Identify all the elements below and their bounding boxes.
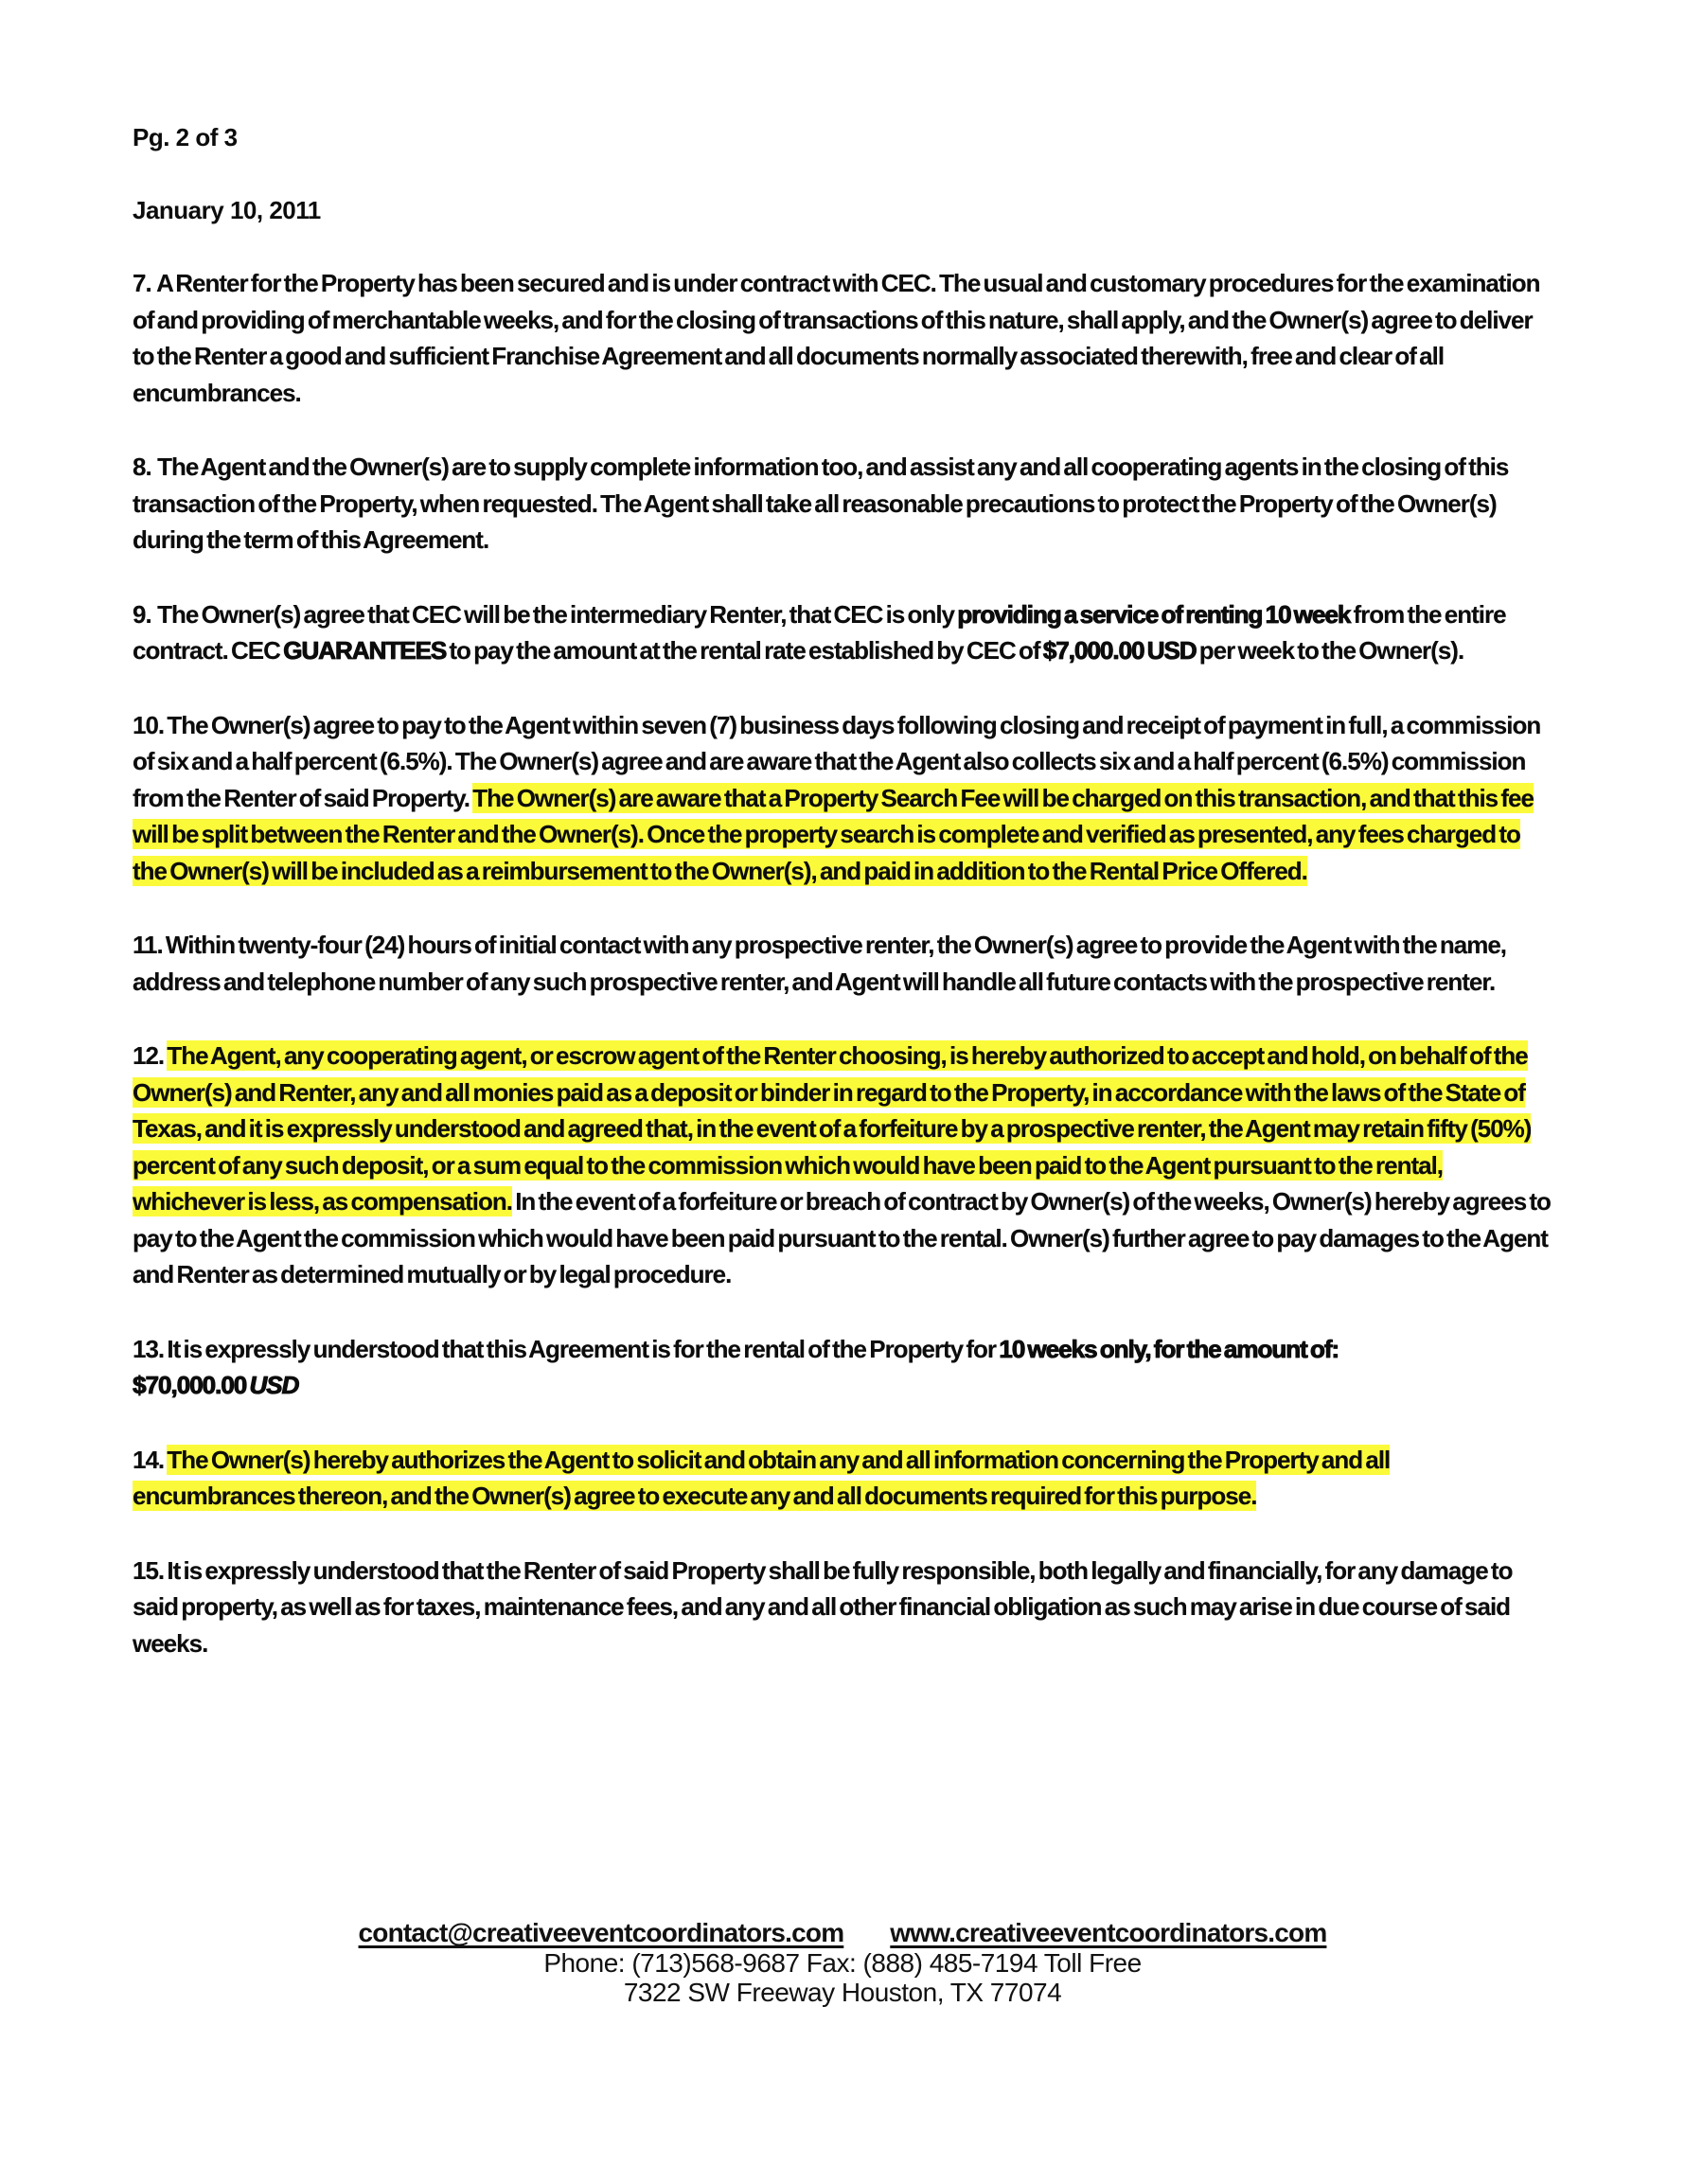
contract-paragraph	[133, 596, 1551, 669]
contract-paragraph	[133, 1442, 1551, 1515]
contract-paragraph	[133, 265, 1551, 411]
paragraph-text: GUARANTEES	[283, 636, 447, 665]
footer-email-link[interactable]: contact@creativeeventcoordinators.com	[358, 1918, 844, 1947]
paragraph-text: USD	[249, 1371, 299, 1399]
footer-address-line: 7322 SW Freeway Houston, TX 77074	[623, 1978, 1062, 2007]
contract-paragraphs	[133, 265, 1551, 1661]
contract-paragraph	[133, 1038, 1551, 1293]
highlighted-text: The Agent, any cooperating agent, or escrow agent of the Renter choosing, is hereby authorized to accept and hold, on behalf of the Owner(s) and Renter, any and all monies paid as a deposit or binder in regard to the Property, in accordance with the laws of the State of Texas, and it is expressly understood and agreed that, in the event of a forfeiture by a prospective renter, the Agent may retain fifty (50%) percent of any such deposit, or a sum equal to the commission which would have been paid to the Agent pursuant to the rental, whichever is less, as compensation.	[133, 1041, 1532, 1216]
contract-paragraph	[133, 1331, 1551, 1404]
contract-paragraph	[133, 449, 1551, 559]
paragraph-text: 15. It is expressly understood that the Renter of said Property shall be fully responsible, both legally and financially, for any damage to said property, as well as for taxes, maintenance fees, and any and all other financial obligation as such may arise in due course of said weeks.	[133, 1555, 1513, 1658]
document-footer	[0, 1918, 1685, 2007]
highlighted-text: The Owner(s) hereby authorizes the Agent to solicit and obtain any and all information concerning the Property and all encumbrances thereon, and the Owner(s) agree to execute any and all documents required for this purpose.	[133, 1445, 1391, 1510]
document-date: January 10, 2011	[133, 196, 321, 224]
paragraph-text: $70,000.00	[133, 1371, 250, 1399]
footer-phone-fax-line: Phone: (713)568-9687 Fax: (888) 485-7194 Toll Free	[543, 1948, 1142, 1978]
paragraph-text: providing a service of renting 10 week	[957, 599, 1351, 629]
paragraph-text: per week to the Owner(s).	[1196, 636, 1464, 665]
paragraph-text: In the event of a forfeiture or breach of contract by Owner(s) of the weeks, Owner(s) hereby agrees to pay to the Agent the commission which would have been paid pursuant to the rental. Owner(s) further agree to pay damages to the Agent and Renter as determined mutually or by legal procedure.	[133, 1187, 1551, 1288]
contract-paragraph	[133, 927, 1551, 1000]
page-number-label: Pg. 2 of 3	[133, 123, 238, 151]
paragraph-text: 9. The Owner(s) agree that CEC will be the intermediary Renter, that CEC is only	[133, 599, 958, 629]
highlighted-text: The Owner(s) are aware that a Property Search Fee will be charged on this transaction, and that this fee will be split between the Renter and the Owner(s). Once the property search is complete and verified as presented, any fees charged to the Owner(s) will be included as a reimbursement to the Owner(s), and paid in addition to the Rental Price Offered.	[133, 783, 1534, 885]
paragraph-text: 13. It is expressly understood that this Agreement is for the rental of the Property for	[133, 1334, 1000, 1363]
contract-paragraph	[133, 707, 1551, 890]
paragraph-text: from the entire contract. CEC	[133, 599, 1506, 665]
contract-paragraph	[133, 1553, 1551, 1662]
paragraph-text: $7,000.00 USD	[1042, 636, 1197, 665]
paragraph-text: 11. Within twenty-four (24) hours of initial contact with any prospective renter, the Owner(s) agree to provide the Agent with the name, address and telephone number of any such prospective renter, and Agent will handle all future contacts with the prospective renter.	[133, 931, 1507, 996]
paragraph-text: 10. The Owner(s) agree to pay to the Agent within seven (7) business days following closing and receipt of payment in full, a commission of six and a half percent (6.5%). The Owner(s) agree and are aware that the Agent also collects six and a half percent (6.5%) commission from the Renter of said Property.	[133, 710, 1541, 812]
paragraph-text: 14.	[133, 1445, 168, 1474]
document-content	[133, 119, 1551, 1699]
paragraph-text: to pay the amount at the rental rate established by CEC of	[446, 636, 1043, 665]
paragraph-text: 8. The Agent and the Owner(s) are to supply complete information too, and assist any and all cooperating agents in the closing of this transaction of the Property, when requested. The Agent shall take all reasonable precautions to protect the Property of the Owner(s) during the term of this Agreement.	[133, 453, 1509, 554]
paragraph-text: 10 weeks only, for the amount of:	[999, 1334, 1339, 1363]
footer-website-link[interactable]: www.creativeeventcoordinators.com	[890, 1918, 1327, 1947]
paragraph-text: 12.	[133, 1041, 168, 1070]
footer-links-line	[0, 1918, 1685, 1948]
paragraph-text: 7. A Renter for the Property has been secured and is under contract with CEC. The usual and customary procedures for the examination of and providing of merchantable weeks, and for the closing of transactions of this nature, shall apply, and the Owner(s) agree to deliver to the Renter a good and sufficient Franchise Agreement and all documents normally associated therewith, free and clear of all encumbrances.	[133, 269, 1540, 407]
